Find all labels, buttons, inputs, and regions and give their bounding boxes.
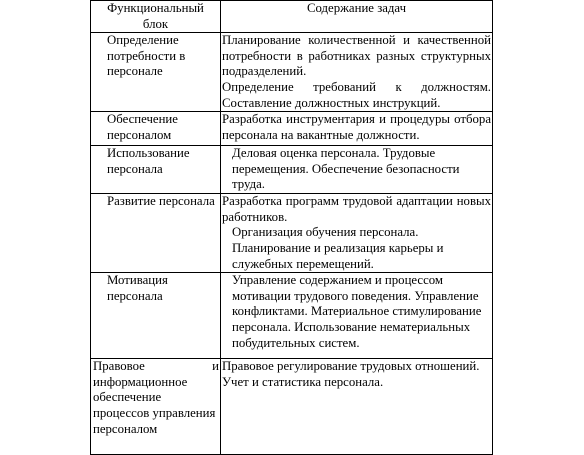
table-row <box>91 112 493 146</box>
table-header-row <box>91 1 493 33</box>
block-label: информационное обеспечение процессов управления персоналом <box>93 374 216 436</box>
table-row <box>91 146 493 194</box>
block-label-first-line <box>93 359 219 375</box>
block-cell <box>91 112 221 146</box>
column-header-tasks: Содержание задач <box>221 1 493 33</box>
table-row <box>91 33 493 112</box>
block-cell <box>91 194 221 273</box>
task-text: Управление содержанием и процессом мотивации трудового поведения. Управление конфликтами. Материальное стимулирование персонала. Использование нематериальных побудительных систем. <box>232 273 482 350</box>
block-cell <box>91 33 221 112</box>
block-label: Обеспечение персоналом <box>107 112 178 142</box>
block-cell <box>91 273 221 359</box>
block-label: Определение потребности в персонале <box>107 33 186 79</box>
block-cell <box>91 146 221 194</box>
task-text: Разработка программ трудовой адаптации новых работников. <box>222 194 491 224</box>
block-label-conjunction: и <box>212 359 219 374</box>
task-text: Планирование количественной и качественной потребности в работниках разных структурных подразделений. <box>222 33 491 79</box>
task-text: Разработка инструментария и процедуры отбора персонала на вакантные должности. <box>222 112 491 142</box>
tasks-cell <box>221 194 493 273</box>
tasks-cell <box>221 359 493 455</box>
column-header-block: Функциональный блок <box>91 1 221 33</box>
tasks-cell <box>221 112 493 146</box>
tasks-cell <box>221 273 493 359</box>
block-cell <box>91 359 221 455</box>
block-label-word: Правовое <box>93 359 145 374</box>
block-label: Мотивация персонала <box>107 273 168 303</box>
functional-blocks-table <box>90 0 493 455</box>
table-row <box>91 273 493 359</box>
block-label: Использование персонала <box>107 146 190 176</box>
table-row <box>91 194 493 273</box>
tasks-cell <box>221 33 493 112</box>
task-text: Деловая оценка персонала. Трудовые перемещения. Обеспечение безопасности труда. <box>232 146 460 192</box>
task-text: Планирование и реализация карьеры и служебных перемещений. <box>232 240 444 271</box>
block-label: Развитие персонала <box>107 194 215 209</box>
table-row <box>91 359 493 455</box>
task-text: Правовое регулирование трудовых отношений. Учет и статистика персонала. <box>222 359 480 389</box>
task-text: Организация обучения персонала. <box>232 225 419 240</box>
task-text: Определение требований к должностям. Составление должностных инструкций. <box>222 79 491 110</box>
tasks-cell <box>221 146 493 194</box>
